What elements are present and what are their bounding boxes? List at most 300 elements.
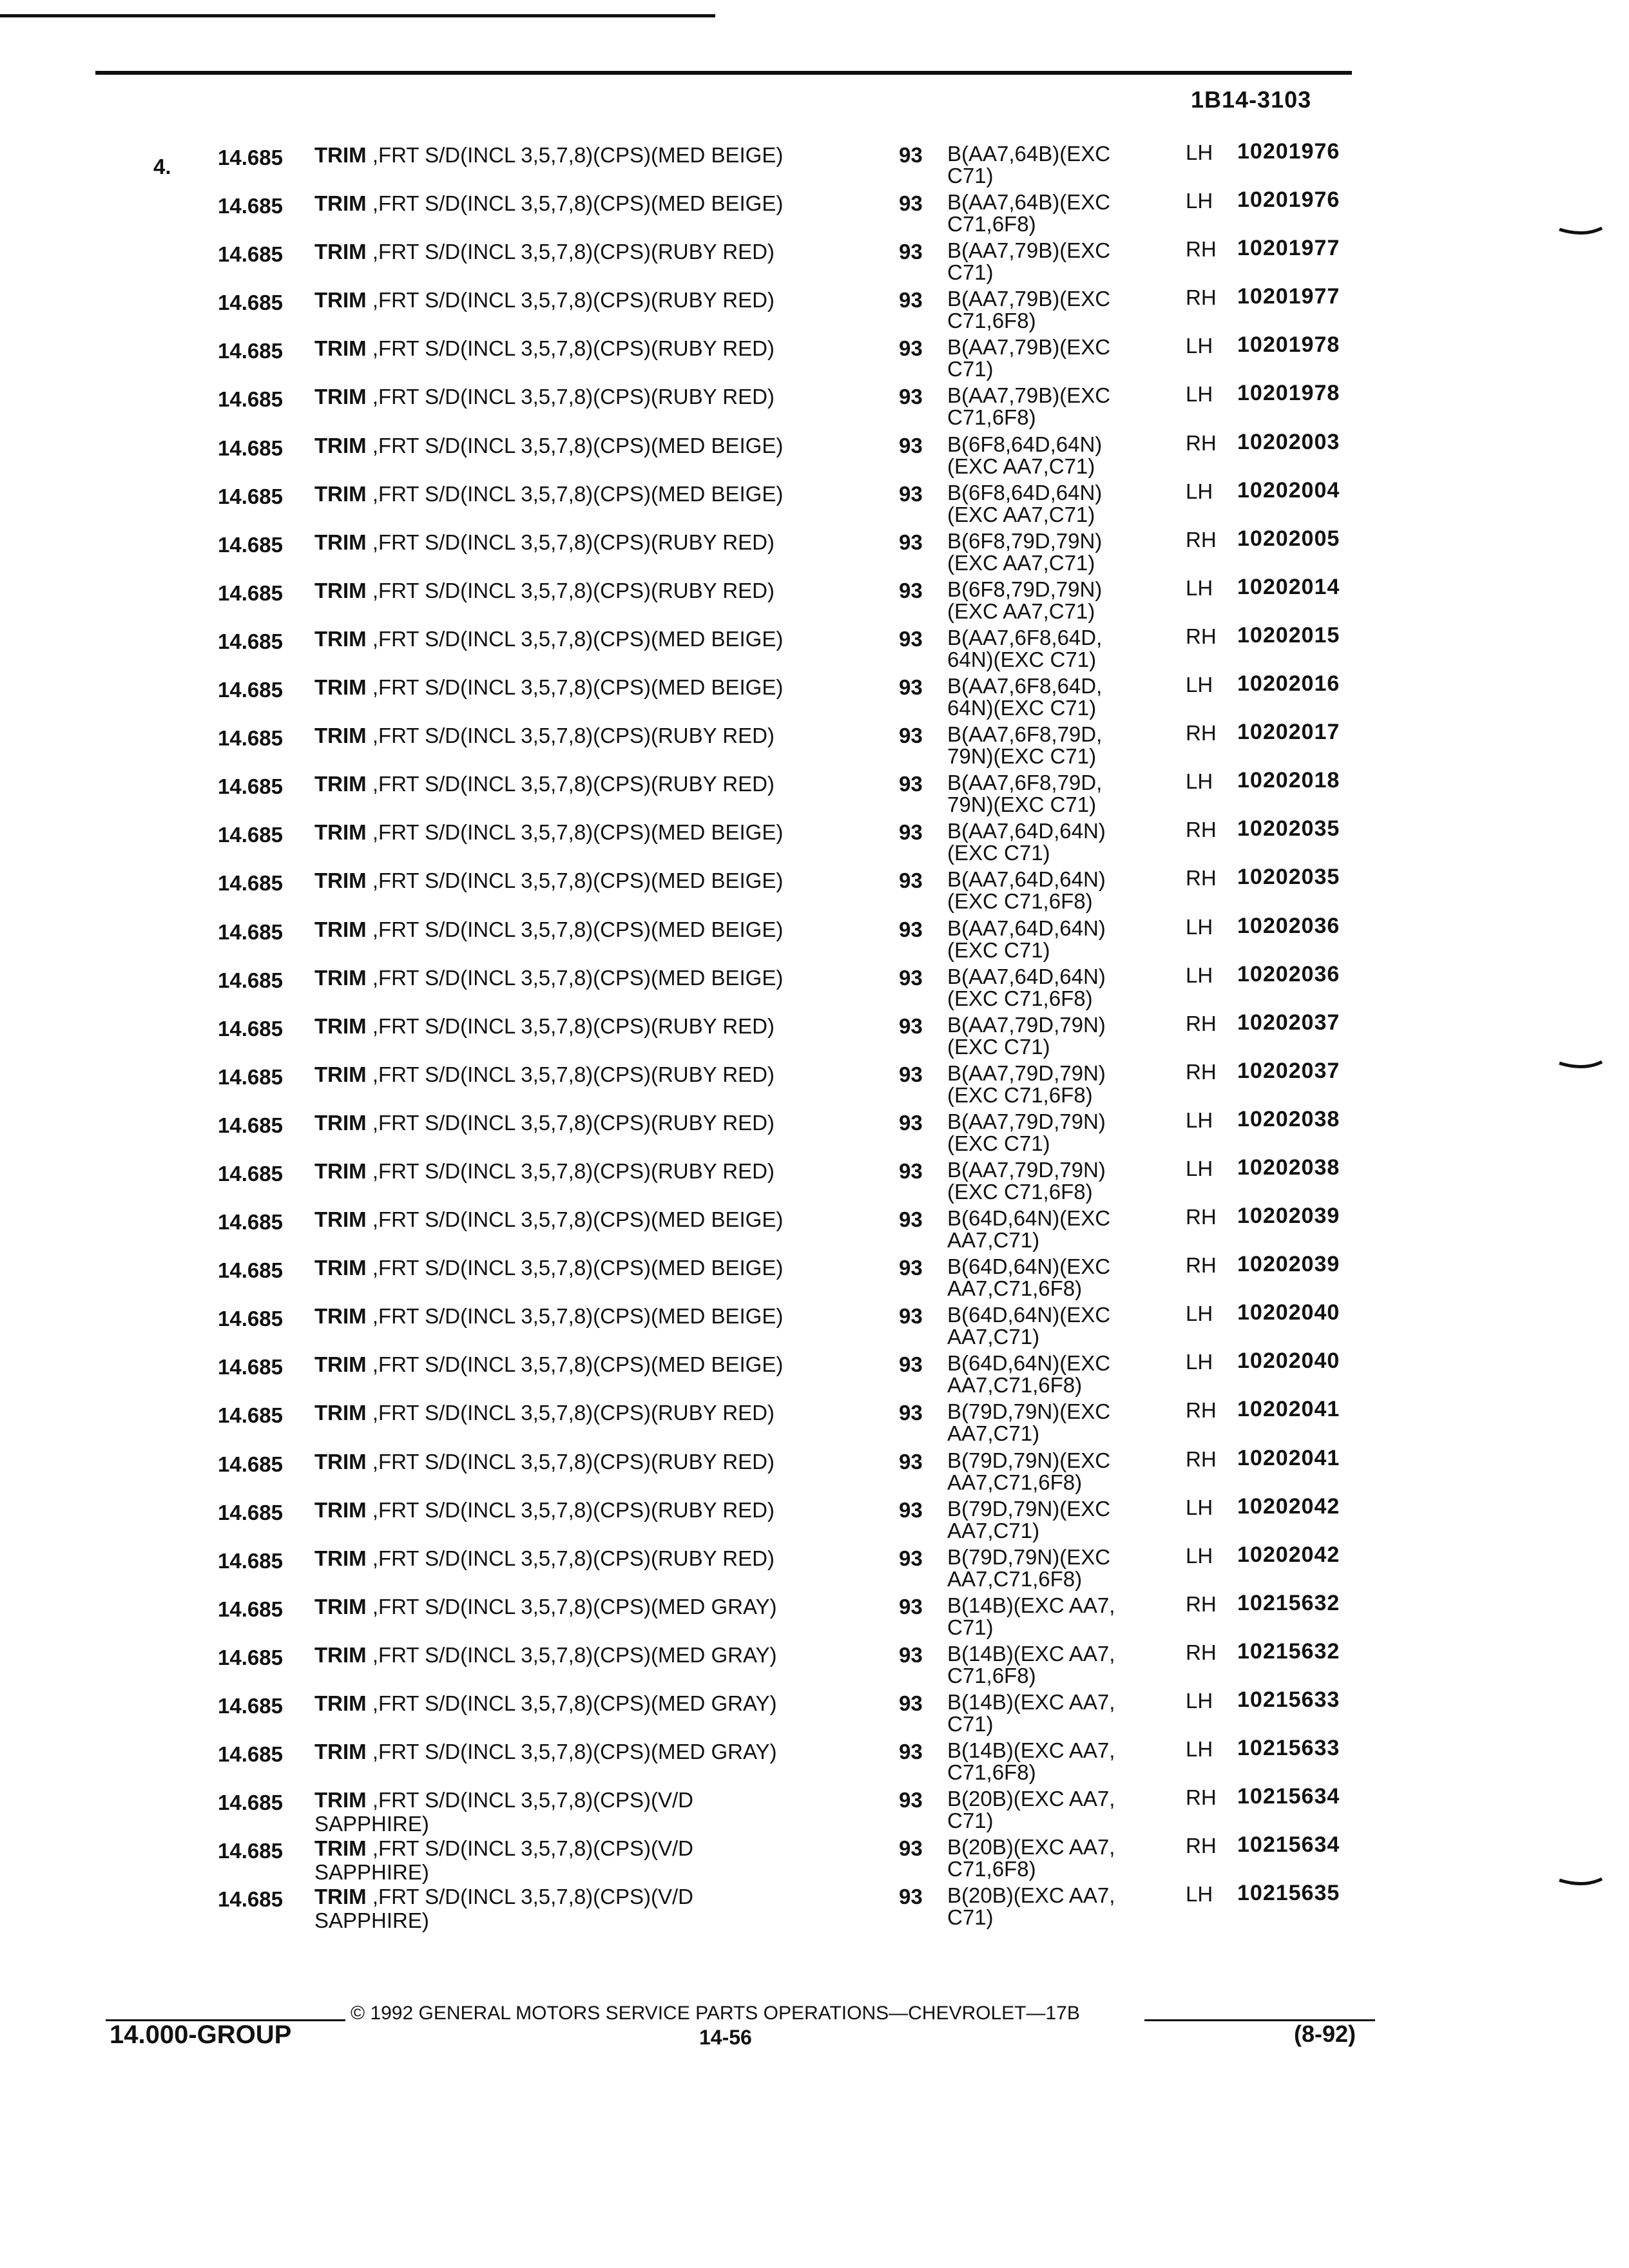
- figure-number: 14.685: [218, 1161, 283, 1186]
- part-keyword: TRIM: [314, 1158, 367, 1183]
- usage-code: [947, 724, 1102, 767]
- part-description: [314, 1256, 783, 1280]
- figure-number: 14.685: [218, 1355, 283, 1379]
- description-line-1: ,FRT S/D(INCL 3,5,7,8)(CPS)(MED GRAY): [372, 1691, 777, 1715]
- part-description: [314, 1014, 775, 1038]
- side-code: LH: [1186, 140, 1213, 164]
- quantity-code: 93: [899, 481, 923, 506]
- usage-code: [947, 966, 1106, 1010]
- parts-row: [0, 135, 1629, 187]
- usage-line-2: AA7,C71,6F8): [947, 1470, 1083, 1494]
- part-description: [314, 288, 775, 312]
- description-line-1: ,FRT S/D(INCL 3,5,7,8)(CPS)(MED BEIGE): [372, 433, 784, 457]
- footer-page-number: 14-56: [699, 2026, 752, 2049]
- side-code: RH: [1186, 866, 1217, 890]
- parts-list: [0, 135, 1629, 1933]
- side-code: RH: [1186, 1011, 1217, 1035]
- parts-row: [0, 232, 1629, 285]
- usage-code: [947, 1885, 1115, 1928]
- part-keyword: TRIM: [314, 1256, 367, 1280]
- side-code: RH: [1186, 721, 1217, 745]
- quantity-code: 93: [899, 433, 923, 457]
- footer-date: (8-92): [1294, 2021, 1356, 2047]
- quantity-code: 93: [899, 385, 923, 409]
- margin-mark: [1558, 1878, 1603, 1888]
- usage-line-2: (EXC C71,6F8): [947, 986, 1093, 1010]
- usage-line-1: B(AA7,79D,79N): [947, 1157, 1106, 1182]
- part-description: [314, 869, 783, 892]
- usage-line-1: B(AA7,64D,64N): [947, 964, 1106, 988]
- usage-line-2: C71): [947, 1712, 994, 1736]
- quantity-code: 93: [899, 965, 923, 990]
- side-code: LH: [1186, 382, 1213, 407]
- figure-number: 14.685: [218, 871, 283, 896]
- figure-number: 14.685: [218, 774, 283, 799]
- quantity-code: 93: [899, 1449, 923, 1474]
- header-rule: [95, 71, 1352, 75]
- part-number: 10215634: [1237, 1832, 1340, 1858]
- part-number: 10201977: [1237, 284, 1340, 309]
- parts-row: [0, 619, 1629, 671]
- parts-row: [0, 377, 1629, 430]
- part-keyword: TRIM: [314, 1110, 367, 1135]
- part-keyword: TRIM: [314, 1642, 367, 1667]
- part-keyword: TRIM: [314, 1207, 367, 1232]
- figure-number: 14.685: [218, 1113, 283, 1137]
- part-number: 10202004: [1237, 477, 1340, 503]
- part-number: 10215632: [1237, 1639, 1340, 1664]
- side-code: RH: [1186, 1205, 1217, 1229]
- description-line-1: ,FRT S/D(INCL 3,5,7,8)(CPS)(MED BEIGE): [372, 965, 784, 990]
- usage-line-1: B(64D,64N)(EXC: [947, 1303, 1111, 1327]
- usage-code: [947, 869, 1106, 912]
- usage-code: [947, 143, 1110, 187]
- usage-code: [947, 820, 1106, 864]
- side-code: LH: [1186, 1882, 1213, 1907]
- figure-number: 14.685: [218, 1742, 283, 1767]
- usage-line-2: C71): [947, 1615, 994, 1639]
- part-number: 10202040: [1237, 1300, 1340, 1325]
- description-line-1: ,FRT S/D(INCL 3,5,7,8)(CPS)(RUBY RED): [372, 772, 775, 796]
- figure-number: 14.685: [218, 1403, 283, 1428]
- side-code: LH: [1186, 189, 1213, 213]
- quantity-code: 93: [899, 1885, 923, 1909]
- quantity-code: 93: [899, 1642, 923, 1667]
- figure-number: 14.685: [218, 919, 283, 944]
- part-description: [314, 820, 783, 844]
- part-keyword: TRIM: [314, 1062, 367, 1086]
- part-keyword: TRIM: [314, 724, 367, 748]
- quantity-code: 93: [899, 1062, 923, 1086]
- description-line-1: ,FRT S/D(INCL 3,5,7,8)(CPS)(RUBY RED): [372, 1401, 775, 1425]
- part-number: 10202036: [1237, 961, 1340, 986]
- quantity-code: 93: [899, 1836, 923, 1861]
- part-number: 10202015: [1237, 622, 1340, 648]
- figure-number: 14.685: [218, 1791, 283, 1815]
- part-keyword: TRIM: [314, 1546, 367, 1570]
- page-code: 1B14-3103: [1191, 86, 1312, 113]
- part-number: 10202016: [1237, 671, 1340, 697]
- usage-line-2: AA7,C71,6F8): [947, 1566, 1083, 1591]
- part-number: 10202041: [1237, 1445, 1340, 1470]
- part-number: 10215633: [1237, 1736, 1340, 1761]
- part-description: [314, 1062, 775, 1086]
- part-keyword: TRIM: [314, 578, 367, 602]
- quantity-code: 93: [899, 240, 923, 264]
- part-description: [314, 1740, 777, 1763]
- side-code: LH: [1186, 769, 1213, 794]
- parts-row: [0, 861, 1629, 914]
- usage-line-2: AA7,C71,6F8): [947, 1276, 1083, 1301]
- part-description: [314, 724, 775, 747]
- part-keyword: TRIM: [314, 481, 367, 506]
- quantity-code: 93: [899, 1110, 923, 1135]
- side-code: LH: [1186, 1302, 1213, 1326]
- side-code: RH: [1186, 237, 1217, 262]
- quantity-code: 93: [899, 530, 923, 554]
- step-number: 4.: [153, 155, 171, 178]
- part-keyword: TRIM: [314, 191, 367, 216]
- usage-line-1: B(14B)(EXC AA7,: [947, 1593, 1115, 1617]
- description-line-1: ,FRT S/D(INCL 3,5,7,8)(CPS)(MED BEIGE): [372, 481, 784, 506]
- parts-row: [0, 668, 1629, 720]
- usage-line-1: B(6F8,79D,79N): [947, 528, 1103, 553]
- parts-row: [0, 474, 1629, 526]
- figure-number: 14.685: [218, 823, 283, 847]
- part-keyword: TRIM: [314, 288, 367, 312]
- part-keyword: TRIM: [314, 1497, 367, 1522]
- usage-line-2: AA7,C71): [947, 1518, 1040, 1542]
- part-keyword: TRIM: [314, 820, 367, 845]
- part-number: 10215635: [1237, 1881, 1340, 1906]
- quantity-code: 93: [899, 1594, 923, 1619]
- quantity-code: 93: [899, 1014, 923, 1038]
- usage-line-1: B(20B)(EXC AA7,: [947, 1883, 1115, 1908]
- usage-code: [947, 1691, 1115, 1735]
- side-code: RH: [1186, 1446, 1217, 1471]
- quantity-code: 93: [899, 1158, 923, 1183]
- part-description: [314, 1498, 775, 1522]
- side-code: LH: [1186, 1689, 1213, 1713]
- description-line-1: ,FRT S/D(INCL 3,5,7,8)(CPS)(MED BEIGE): [372, 869, 784, 893]
- figure-number: 14.685: [218, 1452, 283, 1476]
- usage-line-1: B(14B)(EXC AA7,: [947, 1690, 1115, 1714]
- quantity-code: 93: [899, 1207, 923, 1232]
- part-keyword: TRIM: [314, 530, 367, 554]
- usage-line-2: 64N)(EXC C71): [947, 696, 1097, 720]
- description-line-1: ,FRT S/D(INCL 3,5,7,8)(CPS)(MED BEIGE): [372, 191, 784, 216]
- usage-line-1: B(6F8,64D,64N): [947, 480, 1103, 505]
- side-code: LH: [1186, 673, 1213, 697]
- usage-line-2: (EXC AA7,C71): [947, 550, 1095, 575]
- usage-code: [947, 1207, 1110, 1251]
- figure-number: 14.685: [218, 1694, 283, 1718]
- usage-line-1: B(AA7,79B)(EXC: [947, 238, 1111, 263]
- parts-row: [0, 1780, 1629, 1836]
- quantity-code: 93: [899, 336, 923, 361]
- parts-row: [0, 1877, 1629, 1933]
- margin-mark: [1558, 1061, 1603, 1071]
- side-code: LH: [1186, 575, 1213, 600]
- usage-line-1: B(AA7,79D,79N): [947, 1109, 1106, 1133]
- description-line-1: ,FRT S/D(INCL 3,5,7,8)(CPS)(MED BEIGE): [372, 917, 784, 941]
- parts-row: [0, 1393, 1629, 1446]
- side-code: RH: [1186, 1834, 1217, 1858]
- description-line-1: ,FRT S/D(INCL 3,5,7,8)(CPS)(RUBY RED): [372, 724, 775, 748]
- part-keyword: TRIM: [314, 917, 367, 941]
- usage-line-1: B(6F8,79D,79N): [947, 577, 1103, 601]
- quantity-code: 93: [899, 1256, 923, 1280]
- part-number: 10201978: [1237, 332, 1340, 358]
- quantity-code: 93: [899, 578, 923, 602]
- description-line-1: ,FRT S/D(INCL 3,5,7,8)(CPS)(RUBY RED): [372, 336, 775, 361]
- usage-line-2: (EXC C71,6F8): [947, 1082, 1093, 1107]
- figure-number: 14.685: [218, 291, 283, 315]
- part-description: [314, 1691, 777, 1715]
- side-code: LH: [1186, 1108, 1213, 1132]
- usage-code: [947, 1304, 1110, 1348]
- usage-line-2: C71,6F8): [947, 309, 1036, 333]
- part-keyword: TRIM: [314, 1449, 367, 1474]
- usage-code: [947, 675, 1102, 719]
- usage-code: [947, 288, 1110, 332]
- part-description: [314, 434, 783, 457]
- usage-line-2: C71,6F8): [947, 1857, 1036, 1881]
- figure-number: 14.685: [218, 629, 283, 653]
- figure-number: 14.685: [218, 194, 283, 218]
- usage-line-1: B(AA7,79B)(EXC: [947, 335, 1111, 360]
- description-line-1: ,FRT S/D(INCL 3,5,7,8)(CPS)(RUBY RED): [372, 1110, 775, 1135]
- part-description: [314, 240, 775, 264]
- usage-code: [947, 1062, 1106, 1106]
- usage-line-2: (EXC C71): [947, 841, 1050, 865]
- quantity-code: 93: [899, 1352, 923, 1377]
- part-description: [314, 143, 783, 167]
- part-keyword: TRIM: [314, 1401, 367, 1425]
- usage-line-2: C71,6F8): [947, 212, 1036, 236]
- usage-line-1: B(20B)(EXC AA7,: [947, 1835, 1115, 1860]
- usage-code: [947, 1788, 1115, 1832]
- usage-line-1: B(AA7,79D,79N): [947, 1061, 1106, 1085]
- figure-number: 14.685: [218, 1258, 283, 1283]
- usage-line-2: AA7,C71): [947, 1421, 1040, 1446]
- description-line-1: ,FRT S/D(INCL 3,5,7,8)(CPS)(MED BEIGE): [372, 1256, 784, 1280]
- usage-code: [947, 1256, 1110, 1300]
- description-line-2: SAPPHIRE): [314, 1860, 429, 1885]
- part-number: 10201977: [1237, 236, 1340, 261]
- parts-row: [0, 329, 1629, 381]
- figure-number: 14.685: [218, 1307, 283, 1331]
- figure-number: 14.685: [218, 146, 283, 169]
- part-description: [314, 918, 783, 941]
- part-keyword: TRIM: [314, 240, 367, 264]
- usage-code: [947, 336, 1110, 380]
- footer-copyright: © 1992 GENERAL MOTORS SERVICE PARTS OPERATIONS—CHEVROLET—17B: [351, 2003, 1080, 2024]
- part-keyword: TRIM: [314, 965, 367, 990]
- usage-code: [947, 1546, 1110, 1590]
- usage-line-2: (EXC C71): [947, 1131, 1050, 1155]
- part-description: [314, 1352, 783, 1376]
- parts-row: [0, 280, 1629, 333]
- part-keyword: TRIM: [314, 433, 367, 457]
- quantity-code: 93: [899, 724, 923, 748]
- usage-line-2: C71,6F8): [947, 405, 1036, 430]
- part-number: 10201976: [1237, 139, 1340, 164]
- part-description: [314, 772, 775, 796]
- parts-row: [0, 184, 1629, 236]
- part-number: 10201976: [1237, 187, 1340, 213]
- parts-row: [0, 764, 1629, 817]
- description-line-1: ,FRT S/D(INCL 3,5,7,8)(CPS)(RUBY RED): [372, 1497, 775, 1522]
- margin-mark: [1558, 227, 1603, 237]
- usage-line-2: AA7,C71,6F8): [947, 1373, 1083, 1398]
- part-number: 10202042: [1237, 1542, 1340, 1567]
- side-code: RH: [1186, 1785, 1217, 1810]
- usage-line-1: B(79D,79N)(EXC: [947, 1448, 1111, 1472]
- usage-line-1: B(AA7,64D,64N): [947, 819, 1106, 843]
- parts-row: [0, 1684, 1629, 1736]
- description-line-1: ,FRT S/D(INCL 3,5,7,8)(CPS)(RUBY RED): [372, 578, 775, 602]
- side-code: LH: [1186, 914, 1213, 939]
- description-line-1: ,FRT S/D(INCL 3,5,7,8)(CPS)(RUBY RED): [372, 1014, 775, 1038]
- usage-line-1: B(AA7,6F8,64D,: [947, 674, 1103, 698]
- part-description: [314, 1304, 783, 1328]
- side-code: LH: [1186, 1156, 1213, 1180]
- usage-line-1: B(AA7,6F8,79D,: [947, 722, 1103, 747]
- part-keyword: TRIM: [314, 1885, 367, 1909]
- part-description: [314, 1546, 775, 1570]
- usage-line-1: B(64D,64N)(EXC: [947, 1254, 1111, 1279]
- part-description: [314, 1159, 775, 1183]
- figure-number: 14.685: [218, 726, 283, 751]
- figure-number: 14.685: [218, 1548, 283, 1573]
- figure-number: 14.685: [218, 1645, 283, 1669]
- side-code: RH: [1186, 1059, 1217, 1084]
- parts-row: [0, 1248, 1629, 1301]
- usage-line-2: (EXC AA7,C71): [947, 599, 1095, 623]
- quantity-code: 93: [899, 1546, 923, 1570]
- usage-line-2: AA7,C71): [947, 1325, 1040, 1349]
- side-code: LH: [1186, 1350, 1213, 1374]
- figure-number: 14.685: [218, 387, 283, 412]
- usage-line-2: (EXC C71): [947, 1034, 1050, 1059]
- usage-line-2: (EXC C71): [947, 937, 1050, 962]
- parts-row: [0, 1200, 1629, 1253]
- side-code: RH: [1186, 1253, 1217, 1278]
- usage-code: [947, 1498, 1110, 1542]
- usage-line-1: B(79D,79N)(EXC: [947, 1496, 1111, 1521]
- footer-group: 14.000-GROUP: [110, 2021, 292, 2049]
- quantity-code: 93: [899, 1740, 923, 1764]
- part-description: [314, 482, 783, 506]
- usage-line-1: B(AA7,64B)(EXC: [947, 190, 1111, 215]
- description-line-1: ,FRT S/D(INCL 3,5,7,8)(CPS)(MED GRAY): [372, 1594, 777, 1619]
- figure-number: 14.685: [218, 1597, 283, 1621]
- part-description: [314, 336, 775, 360]
- quantity-code: 93: [899, 191, 923, 216]
- part-number: 10215633: [1237, 1687, 1340, 1712]
- usage-line-2: C71): [947, 260, 994, 285]
- part-keyword: TRIM: [314, 626, 367, 651]
- usage-code: [947, 434, 1102, 477]
- parts-row: [0, 1829, 1629, 1885]
- usage-code: [947, 1643, 1115, 1687]
- usage-code: [947, 1111, 1106, 1155]
- part-keyword: TRIM: [314, 1304, 367, 1329]
- parts-row: [0, 716, 1629, 769]
- usage-line-2: C71): [947, 357, 994, 381]
- parts-row: [0, 1490, 1629, 1542]
- part-number: 10202017: [1237, 720, 1340, 745]
- part-number: 10202041: [1237, 1397, 1340, 1422]
- part-description: [314, 1885, 693, 1932]
- quantity-code: 93: [899, 1401, 923, 1425]
- side-code: RH: [1186, 1398, 1217, 1423]
- part-number: 10202039: [1237, 1204, 1340, 1229]
- part-number: 10202038: [1237, 1106, 1340, 1131]
- usage-line-1: B(AA7,64D,64N): [947, 867, 1106, 892]
- part-number: 10202014: [1237, 574, 1340, 599]
- usage-code: [947, 240, 1110, 284]
- figure-number: 14.685: [218, 532, 283, 557]
- figure-number: 14.685: [218, 1064, 283, 1089]
- side-code: LH: [1186, 479, 1213, 503]
- usage-code: [947, 385, 1110, 428]
- usage-code: [947, 1014, 1106, 1058]
- part-number: 10201978: [1237, 381, 1340, 406]
- part-number: 10202040: [1237, 1349, 1340, 1374]
- part-keyword: TRIM: [314, 1788, 367, 1812]
- figure-number: 14.685: [218, 1500, 283, 1524]
- part-keyword: TRIM: [314, 1352, 367, 1377]
- top-edge-rule: [0, 14, 715, 17]
- part-keyword: TRIM: [314, 385, 367, 409]
- usage-line-1: B(79D,79N)(EXC: [947, 1399, 1111, 1424]
- description-line-1: ,FRT S/D(INCL 3,5,7,8)(CPS)(RUBY RED): [372, 288, 775, 312]
- usage-line-2: 79N)(EXC C71): [947, 793, 1097, 817]
- parts-row: [0, 1103, 1629, 1155]
- part-number: 10202038: [1237, 1155, 1340, 1180]
- usage-line-1: B(14B)(EXC AA7,: [947, 1641, 1115, 1666]
- parts-row: [0, 1635, 1629, 1687]
- figure-number: 14.685: [218, 581, 283, 605]
- description-line-1: ,FRT S/D(INCL 3,5,7,8)(CPS)(MED BEIGE): [372, 1352, 784, 1377]
- description-line-1: ,FRT S/D(INCL 3,5,7,8)(CPS)(RUBY RED): [372, 385, 775, 409]
- usage-line-2: (EXC C71,6F8): [947, 889, 1093, 914]
- part-number: 10202042: [1237, 1494, 1340, 1519]
- quantity-code: 93: [899, 1304, 923, 1329]
- part-keyword: TRIM: [314, 1691, 367, 1715]
- description-line-1: ,FRT S/D(INCL 3,5,7,8)(CPS)(RUBY RED): [372, 1158, 775, 1183]
- usage-code: [947, 1159, 1106, 1203]
- usage-code: [947, 1740, 1115, 1783]
- parts-row: [0, 1296, 1629, 1349]
- part-number: 10202003: [1237, 429, 1340, 454]
- figure-number: 14.685: [218, 484, 283, 508]
- parts-row: [0, 1539, 1629, 1591]
- side-code: RH: [1186, 285, 1217, 310]
- part-keyword: TRIM: [314, 336, 367, 361]
- side-code: LH: [1186, 1737, 1213, 1762]
- description-line-1: ,FRT S/D(INCL 3,5,7,8)(CPS)(RUBY RED): [372, 530, 775, 554]
- parts-row: [0, 958, 1629, 1010]
- figure-number: 14.685: [218, 1210, 283, 1235]
- parts-row: [0, 1055, 1629, 1107]
- usage-code: [947, 191, 1110, 235]
- part-number: 10202039: [1237, 1252, 1340, 1277]
- figure-number: 14.685: [218, 678, 283, 702]
- quantity-code: 93: [899, 288, 923, 312]
